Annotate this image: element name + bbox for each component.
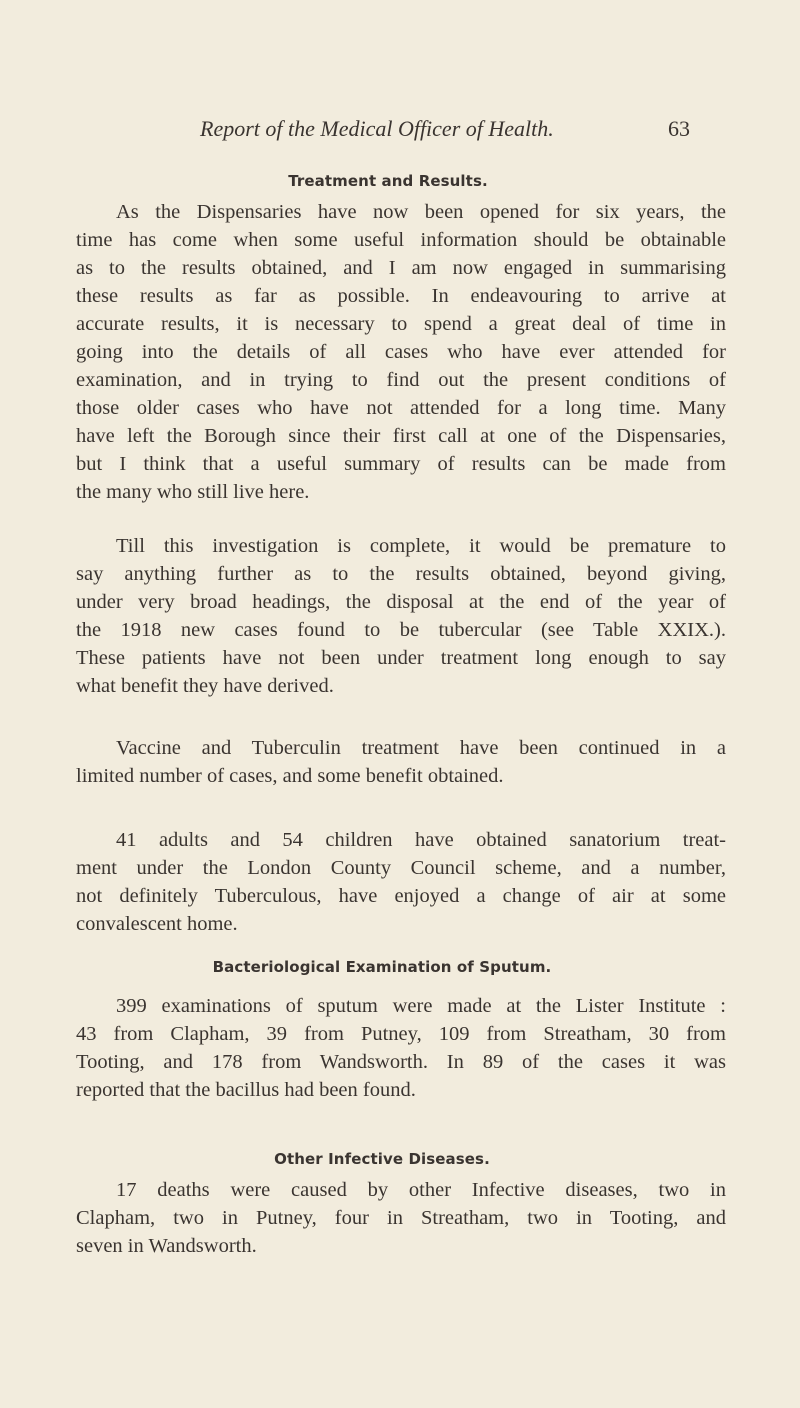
text-line: say anything further as to the results obtained, beyond giving,	[76, 563, 726, 585]
text-line: Vaccine and Tuberculin treatment have been continued in a	[116, 737, 726, 759]
text-line: accurate results, it is necessary to spend a great deal of time in	[76, 313, 726, 335]
paragraph	[76, 992, 726, 1104]
text-line: Tooting, and 178 from Wandsworth. In 89 of the cases it was	[76, 1051, 726, 1073]
paragraph	[76, 198, 726, 506]
text-line: these results as far as possible. In endeavouring to arrive at	[76, 285, 726, 307]
paragraph	[76, 734, 726, 790]
text-line: limited number of cases, and some benefit obtained.	[76, 765, 504, 787]
text-line: not definitely Tuberculous, have enjoyed a change of air at some	[76, 885, 726, 907]
text-line: going into the details of all cases who have ever attended for	[76, 341, 726, 363]
paragraph	[76, 532, 726, 700]
text-line: those older cases who have not attended for a long time. Many	[76, 397, 726, 419]
running-title: Report of the Medical Officer of Health.	[200, 116, 554, 141]
paragraph	[76, 826, 726, 938]
text-line: what benefit they have derived.	[76, 675, 334, 697]
text-line: examination, and in trying to find out the present conditions of	[76, 369, 726, 391]
text-line: 41 adults and 54 children have obtained sanatorium treat-	[116, 829, 726, 851]
section-heading-infective: Other Infective Diseases.	[274, 1150, 490, 1168]
text-line: 43 from Clapham, 39 from Putney, 109 from Streatham, 30 from	[76, 1023, 726, 1045]
text-line: 17 deaths were caused by other Infective diseases, two in	[116, 1179, 726, 1201]
text-line: under very broad headings, the disposal at the end of the year of	[76, 591, 726, 613]
text-line: the 1918 new cases found to be tubercular (see Table XXIX.).	[76, 619, 726, 641]
text-line: 399 examinations of sputum were made at the Lister Institute :	[116, 995, 726, 1017]
text-line: but I think that a useful summary of results can be made from	[76, 453, 726, 475]
text-line: time has come when some useful information should be obtainable	[76, 229, 726, 251]
text-line: seven in Wandsworth.	[76, 1235, 257, 1257]
text-line: the many who still live here.	[76, 481, 310, 503]
text-line: Clapham, two in Putney, four in Streatham, two in Tooting, and	[76, 1207, 726, 1229]
text-line: ment under the London County Council scheme, and a number,	[76, 857, 726, 879]
text-line: have left the Borough since their first call at one of the Dispensaries,	[76, 425, 726, 447]
text-line: as to the results obtained, and I am now engaged in summarising	[76, 257, 726, 279]
text-line: Till this investigation is complete, it would be premature to	[116, 535, 726, 557]
text-line: convalescent home.	[76, 913, 238, 935]
text-line: As the Dispensaries have now been opened for six years, the	[116, 201, 726, 223]
section-heading-bacteriological: Bacteriological Examination of Sputum.	[212, 958, 552, 976]
text-line: reported that the bacillus had been found.	[76, 1079, 416, 1101]
paragraph	[76, 1176, 726, 1260]
text-line: These patients have not been under treatment long enough to say	[76, 647, 726, 669]
section-heading-treatment: Treatment and Results.	[288, 172, 488, 190]
page-number: 63	[668, 116, 690, 141]
